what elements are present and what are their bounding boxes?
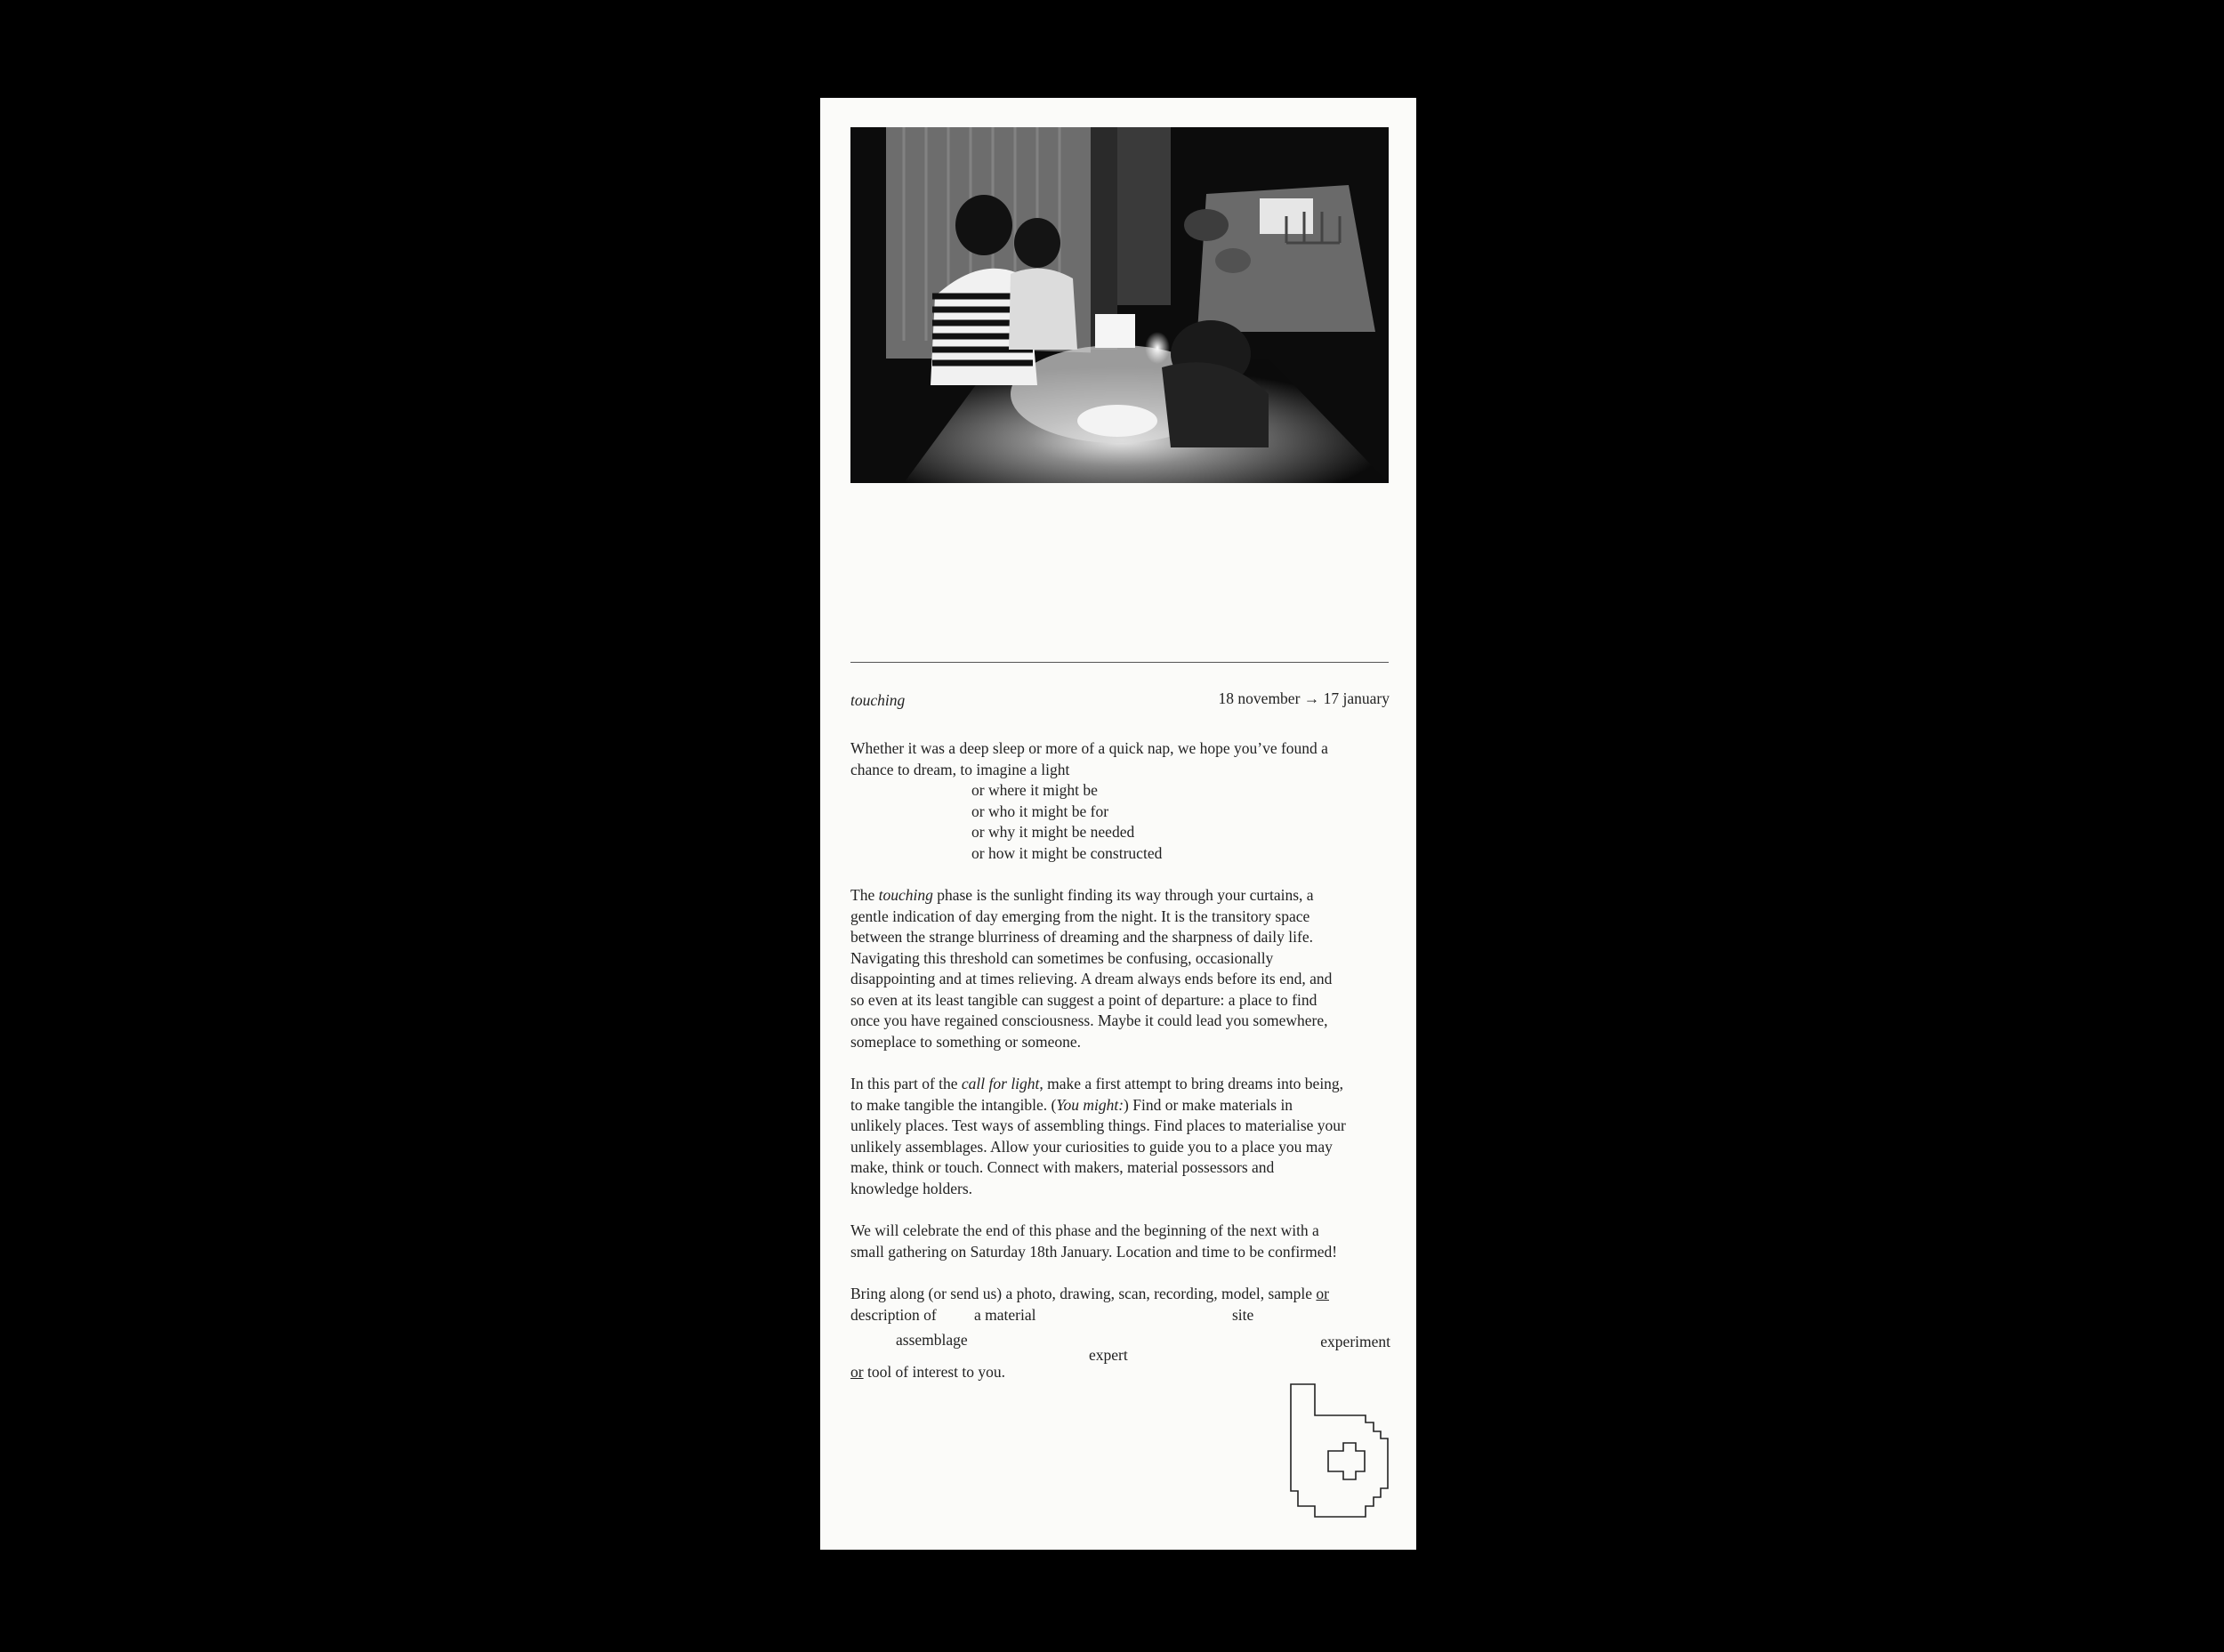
phase-title: touching bbox=[850, 691, 906, 709]
paragraph-2-line: The touching phase is the sunlight finding its way through your curtains, a bbox=[850, 886, 1314, 904]
option-expert: expert bbox=[1089, 1346, 1128, 1364]
b-logo-icon bbox=[1288, 1382, 1391, 1522]
paragraph-2-line: gentle indication of day emerging from the night. It is the transitory space bbox=[850, 907, 1310, 925]
paragraph-2-line: once you have regained consciousness. Maybe it could lead you somewhere, bbox=[850, 1011, 1328, 1029]
intro-option: or why it might be needed bbox=[971, 823, 1135, 841]
photo bbox=[850, 127, 1389, 483]
paragraph-3-line: unlikely assemblages. Allow your curiosities to guide you to a place you may bbox=[850, 1137, 1333, 1156]
paragraph-3-line: In this part of the call for light, make a first attempt to bring dreams into being, bbox=[850, 1075, 1344, 1092]
paragraph-3-line: to make tangible the intangible. (You might:) Find or make materials in bbox=[850, 1095, 1293, 1114]
option-assemblage: assemblage bbox=[896, 1331, 968, 1349]
paragraph-3-line: make, think or touch. Connect with makers, material possessors and bbox=[850, 1158, 1275, 1176]
date-range: 18 november → 17 january bbox=[1218, 689, 1390, 707]
option-site: site bbox=[1232, 1305, 1254, 1324]
intro-line-1: Whether it was a deep sleep or more of a quick nap, we hope you’ve found a bbox=[850, 739, 1328, 757]
option-material: a material bbox=[974, 1305, 1036, 1324]
paragraph-2-line: Navigating this threshold can sometimes be confusing, occasionally bbox=[850, 948, 1274, 967]
paragraph-3-line: knowledge holders. bbox=[850, 1179, 973, 1197]
intro-line-2: chance to dream, to imagine a light bbox=[850, 760, 1070, 778]
divider-rule bbox=[850, 662, 1389, 663]
flyer-sheet bbox=[820, 98, 1416, 1550]
intro-option: or where it might be bbox=[971, 781, 1098, 799]
paragraph-5-line: description of bbox=[850, 1305, 937, 1324]
outlined-b-logo-icon bbox=[1288, 1382, 1391, 1522]
paragraph-3-line: unlikely places. Test ways of assembling things. Find places to materialise your bbox=[850, 1116, 1346, 1134]
intro-option: or who it might be for bbox=[971, 802, 1109, 820]
paragraph-5-last-line: or tool of interest to you. bbox=[850, 1363, 1006, 1381]
paragraph-5-line: Bring along (or send us) a photo, drawing, scan, recording, model, sample or bbox=[850, 1285, 1329, 1302]
paragraph-2-line: so even at its least tangible can suggest a point of departure: a place to find bbox=[850, 990, 1317, 1009]
photo-image bbox=[850, 127, 1389, 483]
paragraph-2-line: someplace to something or someone. bbox=[850, 1032, 1082, 1051]
paragraph-4-line: small gathering on Saturday 18th January. Location and time to be confirmed! bbox=[850, 1242, 1338, 1261]
paragraph-2-line: disappointing and at times relieving. A dream always ends before its end, and bbox=[850, 970, 1333, 987]
paragraph-4-line: We will celebrate the end of this phase and the beginning of the next with a bbox=[850, 1221, 1319, 1239]
option-experiment: experiment bbox=[1320, 1333, 1390, 1350]
paragraph-2-line: between the strange blurriness of dreaming and the sharpness of daily life. bbox=[850, 928, 1313, 946]
intro-option: or how it might be constructed bbox=[971, 843, 1163, 862]
